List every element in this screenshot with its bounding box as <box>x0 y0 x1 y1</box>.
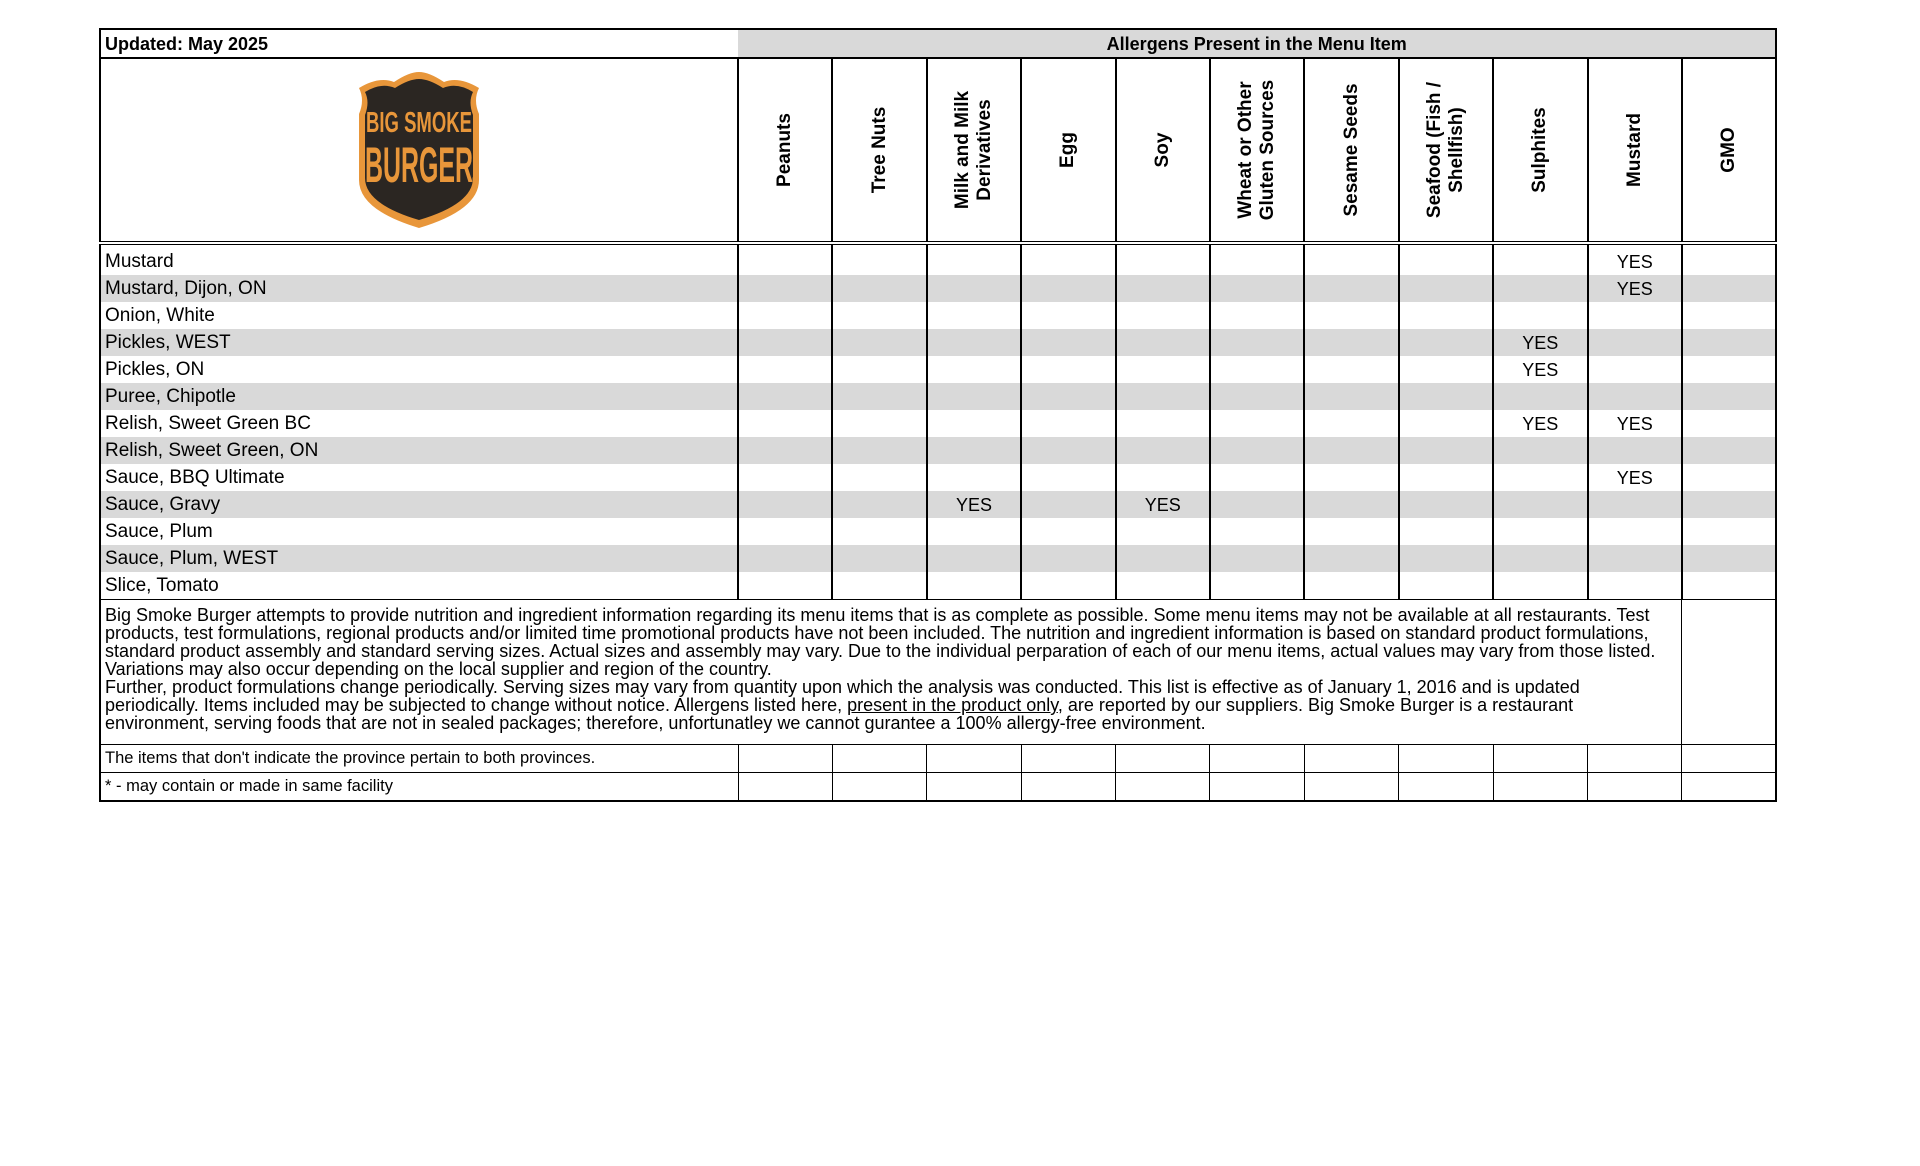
allergen-cell: YES <box>927 491 1021 518</box>
allergen-cell <box>1210 302 1304 329</box>
allergen-cell <box>1304 491 1398 518</box>
column-header-label: Tree Nuts <box>868 106 890 194</box>
allergen-cell <box>1493 518 1587 545</box>
allergen-cell <box>1682 491 1777 518</box>
column-header-2 <box>927 58 1021 243</box>
allergen-cell <box>927 518 1021 545</box>
allergen-cell <box>1588 545 1682 572</box>
allergen-cell <box>1682 518 1777 545</box>
allergen-cell <box>927 437 1021 464</box>
allergen-cell <box>1304 329 1398 356</box>
footer-row <box>100 773 1776 802</box>
allergen-cell <box>832 356 926 383</box>
disclaimer-p2: Further, product formulations change periodically. Serving sizes may vary from quantity upon which the analysis was conducted. This list is effective as of January 1, 2016 and is updated periodically. Items included may be subjected to change without notice. Allergens listed here, <box>105 677 1580 715</box>
table-row <box>100 356 1776 383</box>
allergen-cell <box>1682 329 1777 356</box>
column-header-label: Mustard <box>1623 113 1645 187</box>
allergen-cell <box>1021 437 1115 464</box>
allergen-cell <box>1399 383 1493 410</box>
svg-text:BURGER: BURGER <box>365 137 473 193</box>
allergen-cell <box>1304 437 1398 464</box>
allergen-cell <box>1116 275 1210 302</box>
allergen-cell <box>738 275 832 302</box>
allergen-cell <box>1304 572 1398 600</box>
table-row <box>100 243 1776 275</box>
column-header-label: Seafood (Fish / Shellfish) <box>1423 81 1467 219</box>
allergen-cell <box>738 356 832 383</box>
allergen-cell <box>927 383 1021 410</box>
allergen-cell <box>1588 572 1682 600</box>
allergen-cell <box>927 572 1021 600</box>
menu-item-name: Pickles, ON <box>100 356 738 383</box>
menu-item-name: Sauce, Gravy <box>100 491 738 518</box>
disclaimer-spacer <box>1682 600 1777 745</box>
allergen-cell <box>738 545 832 572</box>
footer-cell <box>1116 773 1210 802</box>
table-row <box>100 464 1776 491</box>
allergen-cell <box>1021 383 1115 410</box>
footer-cell <box>1682 773 1777 802</box>
allergen-cell <box>1682 356 1777 383</box>
allergen-cell <box>832 275 926 302</box>
allergen-cell <box>738 464 832 491</box>
allergen-cell <box>832 243 926 275</box>
table-row <box>100 302 1776 329</box>
footer-cell <box>1116 745 1210 773</box>
allergen-cell <box>1304 545 1398 572</box>
allergen-cell <box>1116 572 1210 600</box>
allergen-cell <box>927 464 1021 491</box>
allergen-cell <box>1116 464 1210 491</box>
menu-item-name: Puree, Chipotle <box>100 383 738 410</box>
column-header-9 <box>1588 58 1682 243</box>
allergen-cell <box>927 329 1021 356</box>
allergen-cell <box>738 302 832 329</box>
allergen-banner: Allergens Present in the Menu Item <box>738 29 1776 58</box>
allergen-cell <box>1210 437 1304 464</box>
table-row <box>100 275 1776 302</box>
footer-cell <box>1304 773 1398 802</box>
allergen-cell <box>1682 243 1777 275</box>
allergen-cell <box>832 464 926 491</box>
allergen-cell <box>1682 410 1777 437</box>
allergen-cell <box>1210 464 1304 491</box>
allergen-cell <box>1588 383 1682 410</box>
allergen-cell <box>1493 243 1587 275</box>
allergen-cell <box>1210 383 1304 410</box>
allergen-cell <box>1588 302 1682 329</box>
allergen-cell <box>832 491 926 518</box>
column-header-5 <box>1210 58 1304 243</box>
allergen-cell <box>1116 243 1210 275</box>
logo-cell <box>100 58 738 243</box>
allergen-cell <box>927 275 1021 302</box>
column-header-label: Sulphites <box>1529 107 1551 193</box>
allergen-cell <box>1493 302 1587 329</box>
footer-cell <box>1399 773 1493 802</box>
allergen-cell <box>1682 437 1777 464</box>
allergen-cell: YES <box>1116 491 1210 518</box>
allergen-cell <box>927 410 1021 437</box>
allergen-cell <box>1210 410 1304 437</box>
allergen-cell <box>1682 275 1777 302</box>
table-row <box>100 572 1776 600</box>
allergen-cell <box>1116 329 1210 356</box>
allergen-cell <box>1493 383 1587 410</box>
footer-cell <box>1588 745 1682 773</box>
allergen-table <box>99 28 1777 802</box>
allergen-cell <box>1116 518 1210 545</box>
allergen-cell <box>927 243 1021 275</box>
column-header-3 <box>1021 58 1115 243</box>
allergen-cell <box>1304 518 1398 545</box>
column-header-label: Soy <box>1151 132 1173 168</box>
allergen-cell <box>1304 410 1398 437</box>
allergen-cell <box>1493 572 1587 600</box>
allergen-cell <box>1304 464 1398 491</box>
allergen-cell <box>738 491 832 518</box>
allergen-cell: YES <box>1493 356 1587 383</box>
footer-cell <box>1682 745 1777 773</box>
table-row <box>100 437 1776 464</box>
footer-row <box>100 745 1776 773</box>
allergen-cell: YES <box>1493 410 1587 437</box>
allergen-cell <box>1399 572 1493 600</box>
table-row <box>100 329 1776 356</box>
menu-item-name: Sauce, Plum, WEST <box>100 545 738 572</box>
allergen-cell <box>738 329 832 356</box>
disclaimer-p1: Big Smoke Burger attempts to provide nutrition and ingredient information regarding its menu items that is as complete as possible. Some menu items may not be available at all restaurants. Test products, test formulations, regional products and/or limited time promotional products have not been included. The nutrition and ingredient information is based on standard product formulations, standard product assembly and standard serving sizes. Actual sizes and assembly may vary. Due to the individual perparation of each of our menu items, actual values may vary from those listed. Variations may also occur depending on the local supplier and region of the country. <box>105 605 1656 679</box>
column-header-4 <box>1116 58 1210 243</box>
menu-item-name: Sauce, BBQ Ultimate <box>100 464 738 491</box>
footer-cell <box>1493 773 1587 802</box>
allergen-cell <box>1021 410 1115 437</box>
big-smoke-burger-logo <box>101 70 737 230</box>
table-row <box>100 545 1776 572</box>
menu-item-name: Pickles, WEST <box>100 329 738 356</box>
allergen-cell <box>832 383 926 410</box>
allergen-cell <box>738 572 832 600</box>
allergen-cell <box>1210 518 1304 545</box>
allergen-cell: YES <box>1588 464 1682 491</box>
column-header-10 <box>1682 58 1777 243</box>
svg-text:BIG SMOKE: BIG SMOKE <box>366 107 472 139</box>
allergen-cell <box>1021 518 1115 545</box>
allergen-cell <box>1210 545 1304 572</box>
allergen-cell: YES <box>1493 329 1587 356</box>
column-header-label: Egg <box>1057 132 1079 168</box>
column-header-8 <box>1493 58 1587 243</box>
allergen-cell <box>1210 243 1304 275</box>
allergen-cell <box>1021 302 1115 329</box>
allergen-cell <box>1399 437 1493 464</box>
allergen-cell: YES <box>1588 243 1682 275</box>
allergen-cell <box>1304 302 1398 329</box>
allergen-cell <box>738 437 832 464</box>
footer-cell <box>832 745 926 773</box>
allergen-cell <box>832 518 926 545</box>
allergen-cell <box>1021 545 1115 572</box>
allergen-cell <box>1210 491 1304 518</box>
allergen-cell <box>832 329 926 356</box>
allergen-cell <box>1682 572 1777 600</box>
allergen-cell <box>1399 275 1493 302</box>
footer-cell <box>1210 773 1304 802</box>
allergen-cell <box>1304 243 1398 275</box>
footer-cell <box>738 745 832 773</box>
allergen-cell <box>927 545 1021 572</box>
allergen-cell <box>1588 518 1682 545</box>
allergen-cell <box>1399 243 1493 275</box>
allergen-cell <box>1493 275 1587 302</box>
allergen-cell <box>1116 410 1210 437</box>
shield-logo-icon <box>339 70 499 230</box>
allergen-cell <box>1116 356 1210 383</box>
menu-item-name: Mustard, Dijon, ON <box>100 275 738 302</box>
disclaimer-p2-end: , are reported by our suppliers. Big Smoke Burger is a restaurant environment, serving foods that are not in sealed packages; therefore, unfortunatley we cannot gurantee a 100% allergy-free environment. <box>105 695 1574 733</box>
allergen-cell <box>1682 464 1777 491</box>
allergen-cell <box>1588 491 1682 518</box>
allergen-cell: YES <box>1588 275 1682 302</box>
allergen-cell <box>1399 464 1493 491</box>
allergen-cell <box>1493 491 1587 518</box>
footer-cell <box>1210 745 1304 773</box>
allergen-cell <box>1588 356 1682 383</box>
allergen-cell <box>1588 437 1682 464</box>
allergen-cell <box>1210 356 1304 383</box>
allergen-cell <box>927 356 1021 383</box>
allergen-cell <box>1210 329 1304 356</box>
disclaimer-row <box>100 600 1776 745</box>
allergen-cell <box>1399 518 1493 545</box>
allergen-cell <box>1116 545 1210 572</box>
column-header-label: Sesame Seeds <box>1340 83 1362 217</box>
allergen-cell <box>1588 329 1682 356</box>
allergen-cell <box>1021 464 1115 491</box>
footer-cell <box>1493 745 1587 773</box>
footer-cell <box>927 773 1021 802</box>
column-header-label: GMO <box>1718 127 1740 173</box>
allergen-cell <box>738 410 832 437</box>
footer-cell <box>1588 773 1682 802</box>
allergen-cell <box>738 518 832 545</box>
table-row <box>100 410 1776 437</box>
updated-date: Updated: May 2025 <box>100 29 738 58</box>
column-header-label: Peanuts <box>774 113 796 187</box>
footer-note: * - may contain or made in same facility <box>100 773 738 802</box>
allergen-cell <box>1399 545 1493 572</box>
disclaimer-underline: present in the product only <box>847 695 1058 715</box>
allergen-cell <box>1493 437 1587 464</box>
allergen-cell: YES <box>1588 410 1682 437</box>
allergen-cell <box>1116 437 1210 464</box>
allergen-cell <box>1116 302 1210 329</box>
table-row <box>100 518 1776 545</box>
allergen-cell <box>1210 572 1304 600</box>
allergen-cell <box>738 383 832 410</box>
allergen-sheet <box>99 28 1775 802</box>
footer-cell <box>1304 745 1398 773</box>
footer-cell <box>1021 745 1115 773</box>
allergen-cell <box>1399 491 1493 518</box>
allergen-cell <box>832 572 926 600</box>
allergen-cell <box>927 302 1021 329</box>
allergen-cell <box>1304 356 1398 383</box>
column-header-1 <box>832 58 926 243</box>
allergen-cell <box>832 545 926 572</box>
menu-item-name: Onion, White <box>100 302 738 329</box>
menu-item-name: Mustard <box>100 243 738 275</box>
allergen-cell <box>1682 383 1777 410</box>
allergen-cell <box>1493 545 1587 572</box>
allergen-cell <box>832 437 926 464</box>
allergen-cell <box>1304 383 1398 410</box>
allergen-cell <box>1021 356 1115 383</box>
svg-text:®: ® <box>472 177 478 184</box>
footer-cell <box>927 745 1021 773</box>
allergen-cell <box>832 410 926 437</box>
allergen-cell <box>1682 302 1777 329</box>
column-header-0 <box>738 58 832 243</box>
column-header-7 <box>1399 58 1493 243</box>
column-header-label: Milk and Milk Derivatives <box>951 90 995 210</box>
allergen-cell <box>1116 383 1210 410</box>
allergen-cell <box>1399 302 1493 329</box>
allergen-cell <box>832 302 926 329</box>
table-row <box>100 383 1776 410</box>
disclaimer-text <box>100 600 1682 745</box>
menu-item-name: Slice, Tomato <box>100 572 738 600</box>
footer-cell <box>1399 745 1493 773</box>
footer-cell <box>738 773 832 802</box>
allergen-cell <box>1021 572 1115 600</box>
footer-cell <box>1021 773 1115 802</box>
allergen-cell <box>1021 491 1115 518</box>
allergen-cell <box>1399 410 1493 437</box>
column-header-6 <box>1304 58 1398 243</box>
allergen-cell <box>1399 329 1493 356</box>
table-row <box>100 491 1776 518</box>
allergen-cell <box>1304 275 1398 302</box>
column-header-label: Wheat or Other Gluten Sources <box>1235 79 1279 221</box>
menu-item-name: Relish, Sweet Green BC <box>100 410 738 437</box>
allergen-cell <box>1210 275 1304 302</box>
allergen-cell <box>1021 243 1115 275</box>
allergen-cell <box>738 243 832 275</box>
footer-cell <box>832 773 926 802</box>
allergen-cell <box>1021 329 1115 356</box>
allergen-cell <box>1399 356 1493 383</box>
allergen-cell <box>1021 275 1115 302</box>
menu-item-name: Relish, Sweet Green, ON <box>100 437 738 464</box>
menu-item-name: Sauce, Plum <box>100 518 738 545</box>
footer-note: The items that don't indicate the province pertain to both provinces. <box>100 745 738 773</box>
allergen-cell <box>1682 545 1777 572</box>
allergen-cell <box>1493 464 1587 491</box>
